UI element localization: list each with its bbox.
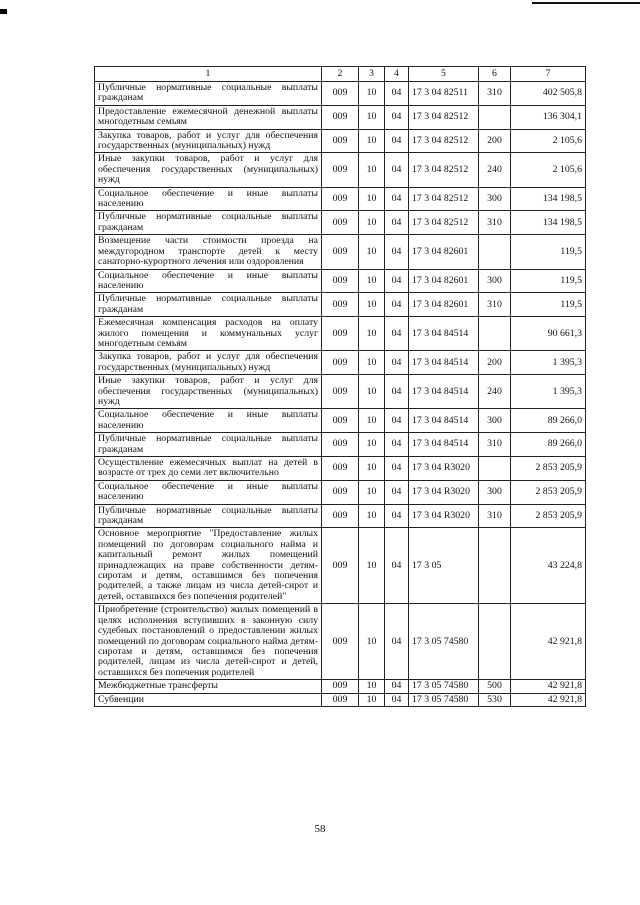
- row-name-cell: Осуществление ежемесячных выплат на детей в возрасте от трех до семи лет включительно: [95, 457, 322, 481]
- header-cell: 2: [322, 67, 359, 82]
- row-expense-type-cell: 240: [479, 153, 511, 187]
- row-section-cell: 10: [359, 129, 385, 153]
- row-name-cell: Публичные нормативные социальные выплаты гражданам: [95, 293, 322, 317]
- row-target-cell: 17 3 04 82512: [409, 211, 479, 235]
- row-expense-type-cell: 310: [479, 211, 511, 235]
- row-section-cell: 10: [359, 457, 385, 481]
- row-target-cell: 17 3 04 82601: [409, 235, 479, 269]
- row-subsection-cell: 04: [385, 269, 409, 293]
- table-row: [95, 129, 586, 153]
- row-expense-type-cell: 200: [479, 351, 511, 375]
- row-section-cell: 10: [359, 211, 385, 235]
- row-amount-cell: 134 198,5: [511, 211, 586, 235]
- row-amount-cell: 90 661,3: [511, 317, 586, 351]
- row-target-cell: 17 3 05 74580: [409, 693, 479, 706]
- row-code-cell: 009: [322, 409, 359, 433]
- row-amount-cell: 119,5: [511, 293, 586, 317]
- row-name-cell: Межбюджетные трансферты: [95, 680, 322, 693]
- row-amount-cell: 2 853 205,9: [511, 480, 586, 504]
- row-amount-cell: 1 395,3: [511, 375, 586, 409]
- header-cell: 7: [511, 67, 586, 82]
- row-subsection-cell: 04: [385, 680, 409, 693]
- row-code-cell: 009: [322, 317, 359, 351]
- row-expense-type-cell: 300: [479, 409, 511, 433]
- table-row: [95, 680, 586, 693]
- row-subsection-cell: 04: [385, 317, 409, 351]
- table-row: [95, 528, 586, 604]
- row-code-cell: 009: [322, 504, 359, 528]
- row-name-cell: Закупка товаров, работ и услуг для обеспечения государственных (муниципальных) нужд: [95, 129, 322, 153]
- table-row: [95, 457, 586, 481]
- row-expense-type-cell: [479, 105, 511, 129]
- row-name-cell: Социальное обеспечение и иные выплаты населению: [95, 409, 322, 433]
- row-amount-cell: 2 853 205,9: [511, 504, 586, 528]
- row-name-cell: Публичные нормативные социальные выплаты гражданам: [95, 211, 322, 235]
- row-amount-cell: 89 266,0: [511, 433, 586, 457]
- scan-mark-right: [532, 2, 640, 4]
- row-target-cell: 17 3 04 82512: [409, 187, 479, 211]
- row-name-cell: Публичные нормативные социальные выплаты гражданам: [95, 433, 322, 457]
- row-subsection-cell: 04: [385, 604, 409, 680]
- row-amount-cell: 1 395,3: [511, 351, 586, 375]
- row-target-cell: 17 3 05 74580: [409, 680, 479, 693]
- header-cell: 3: [359, 67, 385, 82]
- row-code-cell: 009: [322, 211, 359, 235]
- row-expense-type-cell: [479, 235, 511, 269]
- row-section-cell: 10: [359, 351, 385, 375]
- row-expense-type-cell: 310: [479, 433, 511, 457]
- row-subsection-cell: 04: [385, 235, 409, 269]
- row-subsection-cell: 04: [385, 457, 409, 481]
- row-target-cell: 17 3 04 82512: [409, 105, 479, 129]
- row-code-cell: 009: [322, 375, 359, 409]
- row-subsection-cell: 04: [385, 105, 409, 129]
- row-section-cell: 10: [359, 409, 385, 433]
- row-target-cell: 17 3 04 82511: [409, 82, 479, 106]
- row-code-cell: 009: [322, 235, 359, 269]
- row-expense-type-cell: 300: [479, 269, 511, 293]
- header-cell: 1: [95, 67, 322, 82]
- row-code-cell: 009: [322, 480, 359, 504]
- row-name-cell: Основное мероприятие "Предоставление жилых помещений по договорам социального найма и капитальный ремонт жилых помещений принадлежащих на праве собственности детям-сиротам и детям, оставшимся без попечения родителей, а также лицам из числа детей-сирот и детей, оставшихся без попечения родителей": [95, 528, 322, 604]
- row-subsection-cell: 04: [385, 187, 409, 211]
- row-section-cell: 10: [359, 680, 385, 693]
- header-cell: 5: [409, 67, 479, 82]
- row-name-cell: Субвенции: [95, 693, 322, 706]
- row-name-cell: Предоставление ежемесячной денежной выплаты многодетным семьям: [95, 105, 322, 129]
- row-name-cell: Социальное обеспечение и иные выплаты населению: [95, 269, 322, 293]
- row-code-cell: 009: [322, 269, 359, 293]
- row-section-cell: 10: [359, 82, 385, 106]
- row-code-cell: 009: [322, 457, 359, 481]
- table-row: [95, 317, 586, 351]
- row-code-cell: 009: [322, 293, 359, 317]
- row-subsection-cell: 04: [385, 153, 409, 187]
- row-subsection-cell: 04: [385, 211, 409, 235]
- row-name-cell: Закупка товаров, работ и услуг для обеспечения государственных (муниципальных) нужд: [95, 351, 322, 375]
- row-amount-cell: 43 224,8: [511, 528, 586, 604]
- table-row: [95, 153, 586, 187]
- row-section-cell: 10: [359, 317, 385, 351]
- row-subsection-cell: 04: [385, 129, 409, 153]
- row-subsection-cell: 04: [385, 293, 409, 317]
- row-amount-cell: 119,5: [511, 269, 586, 293]
- row-expense-type-cell: [479, 317, 511, 351]
- row-target-cell: 17 3 04 R3020: [409, 480, 479, 504]
- row-code-cell: 009: [322, 433, 359, 457]
- table-row: [95, 235, 586, 269]
- row-code-cell: 009: [322, 680, 359, 693]
- table-row: [95, 693, 586, 706]
- row-target-cell: 17 3 04 R3020: [409, 457, 479, 481]
- row-amount-cell: 89 266,0: [511, 409, 586, 433]
- row-target-cell: 17 3 04 R3020: [409, 504, 479, 528]
- row-section-cell: 10: [359, 153, 385, 187]
- row-code-cell: 009: [322, 351, 359, 375]
- row-amount-cell: 119,5: [511, 235, 586, 269]
- row-section-cell: 10: [359, 235, 385, 269]
- row-subsection-cell: 04: [385, 528, 409, 604]
- row-name-cell: Иные закупки товаров, работ и услуг для обеспечения государственных (муниципальных) нужд: [95, 375, 322, 409]
- row-section-cell: 10: [359, 293, 385, 317]
- row-amount-cell: 402 505,8: [511, 82, 586, 106]
- table-row: [95, 351, 586, 375]
- table-row: [95, 105, 586, 129]
- row-amount-cell: 42 921,8: [511, 680, 586, 693]
- row-code-cell: 009: [322, 187, 359, 211]
- row-name-cell: Публичные нормативные социальные выплаты гражданам: [95, 82, 322, 106]
- row-amount-cell: 2 105,6: [511, 153, 586, 187]
- row-expense-type-cell: 240: [479, 375, 511, 409]
- row-expense-type-cell: 200: [479, 129, 511, 153]
- row-subsection-cell: 04: [385, 693, 409, 706]
- row-expense-type-cell: 310: [479, 504, 511, 528]
- row-target-cell: 17 3 04 84514: [409, 317, 479, 351]
- table-row: [95, 269, 586, 293]
- row-section-cell: 10: [359, 528, 385, 604]
- row-subsection-cell: 04: [385, 409, 409, 433]
- row-section-cell: 10: [359, 693, 385, 706]
- row-name-cell: Иные закупки товаров, работ и услуг для обеспечения государственных (муниципальных) нужд: [95, 153, 322, 187]
- table-row: [95, 375, 586, 409]
- row-section-cell: 10: [359, 604, 385, 680]
- table-row: [95, 409, 586, 433]
- header-row: [95, 67, 586, 82]
- row-subsection-cell: 04: [385, 351, 409, 375]
- table-row: [95, 433, 586, 457]
- row-target-cell: 17 3 04 82601: [409, 269, 479, 293]
- row-target-cell: 17 3 04 84514: [409, 375, 479, 409]
- row-name-cell: Приобретение (строительство) жилых помещений в целях исполнения вступивших в законную силу судебных постановлений о предоставлении жилых помещений по договорам социального найма детям-сиротам и детям, оставшимся без попечения родителей, лицам из числа детей-сирот и детей, оставшихся без попечения родителей: [95, 604, 322, 680]
- row-code-cell: 009: [322, 693, 359, 706]
- table-row: [95, 504, 586, 528]
- row-target-cell: 17 3 04 84514: [409, 409, 479, 433]
- row-target-cell: 17 3 04 84514: [409, 351, 479, 375]
- row-code-cell: 009: [322, 528, 359, 604]
- row-target-cell: 17 3 04 82512: [409, 153, 479, 187]
- row-expense-type-cell: 500: [479, 680, 511, 693]
- row-section-cell: 10: [359, 105, 385, 129]
- row-section-cell: 10: [359, 269, 385, 293]
- table-row: [95, 211, 586, 235]
- row-section-cell: 10: [359, 480, 385, 504]
- budget-table: [94, 66, 586, 707]
- row-code-cell: 009: [322, 129, 359, 153]
- row-target-cell: 17 3 04 82512: [409, 129, 479, 153]
- row-expense-type-cell: 310: [479, 293, 511, 317]
- row-amount-cell: 42 921,8: [511, 693, 586, 706]
- row-code-cell: 009: [322, 105, 359, 129]
- scan-mark-left: [0, 9, 7, 14]
- row-section-cell: 10: [359, 504, 385, 528]
- row-code-cell: 009: [322, 82, 359, 106]
- row-code-cell: 009: [322, 153, 359, 187]
- row-target-cell: 17 3 04 84514: [409, 433, 479, 457]
- row-expense-type-cell: [479, 604, 511, 680]
- row-amount-cell: 2 105,6: [511, 129, 586, 153]
- row-expense-type-cell: 300: [479, 187, 511, 211]
- row-section-cell: 10: [359, 433, 385, 457]
- row-expense-type-cell: 300: [479, 480, 511, 504]
- table-body: [95, 82, 586, 707]
- table-row: [95, 604, 586, 680]
- row-expense-type-cell: 310: [479, 82, 511, 106]
- row-target-cell: 17 3 05 74580: [409, 604, 479, 680]
- table-row: [95, 82, 586, 106]
- table-row: [95, 187, 586, 211]
- row-subsection-cell: 04: [385, 82, 409, 106]
- row-target-cell: 17 3 04 82601: [409, 293, 479, 317]
- header-cell: 6: [479, 67, 511, 82]
- row-expense-type-cell: [479, 457, 511, 481]
- row-section-cell: 10: [359, 187, 385, 211]
- row-name-cell: Публичные нормативные социальные выплаты гражданам: [95, 504, 322, 528]
- row-amount-cell: 136 304,1: [511, 105, 586, 129]
- row-amount-cell: 2 853 205,9: [511, 457, 586, 481]
- row-subsection-cell: 04: [385, 504, 409, 528]
- row-section-cell: 10: [359, 375, 385, 409]
- row-subsection-cell: 04: [385, 375, 409, 409]
- header-cell: 4: [385, 67, 409, 82]
- page-number: 58: [314, 823, 326, 835]
- row-name-cell: Социальное обеспечение и иные выплаты населению: [95, 480, 322, 504]
- table-row: [95, 480, 586, 504]
- row-expense-type-cell: 530: [479, 693, 511, 706]
- row-amount-cell: 134 198,5: [511, 187, 586, 211]
- row-subsection-cell: 04: [385, 433, 409, 457]
- row-code-cell: 009: [322, 604, 359, 680]
- row-target-cell: 17 3 05: [409, 528, 479, 604]
- row-name-cell: Возмещение части стоимости проезда на междугородном транспорте детей к месту санаторно-курортного лечения или оздоровления: [95, 235, 322, 269]
- row-expense-type-cell: [479, 528, 511, 604]
- row-subsection-cell: 04: [385, 480, 409, 504]
- table-row: [95, 293, 586, 317]
- row-amount-cell: 42 921,8: [511, 604, 586, 680]
- row-name-cell: Социальное обеспечение и иные выплаты населению: [95, 187, 322, 211]
- row-name-cell: Ежемесячная компенсация расходов на оплату жилого помещения и коммунальных услуг многодетным семьям: [95, 317, 322, 351]
